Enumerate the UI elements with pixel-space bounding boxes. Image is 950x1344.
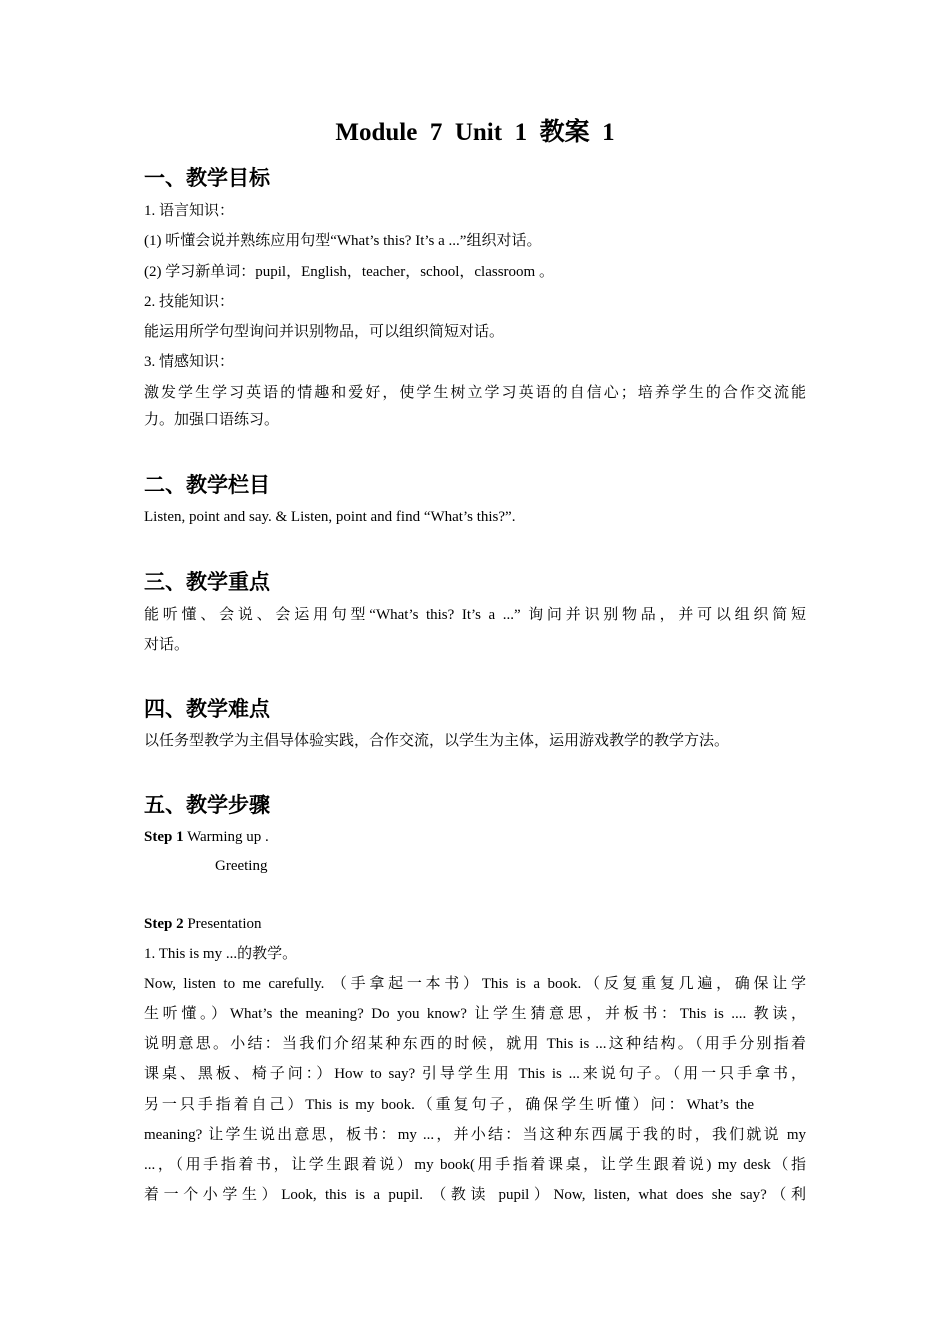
heading-teaching-columns: 二、教学栏目: [144, 473, 270, 497]
step2-paragraph-line-2: 生听懂。）What’s the meaning? Do you know? 让学生猜意思，并板书：This is .... 教读，: [144, 1006, 806, 1022]
step2-item: 1. This is my ...的教学。: [144, 946, 298, 962]
difficulties-text: 以任务型教学为主倡导体验实践，合作交流，以学生为主体，运用游戏教学的教学方法。: [144, 733, 730, 749]
step1-label: Step 1: [144, 829, 184, 845]
step1-sub: Greeting: [215, 858, 268, 874]
step2-paragraph-line-4: 课桌、黑板、椅子问：）How to say? 引导学生用 This is ...来说句子。（用一只手拿书，: [144, 1066, 806, 1082]
step2-paragraph-line-3: 说明意思。小结：当我们介绍某种东西的时候，就用 This is ...这种结构。（用手分别指着: [144, 1036, 806, 1052]
goal-line-7: 激发学生学习英语的情趣和爱好，使学生树立学习英语的自信心；培养学生的合作交流能: [144, 385, 806, 401]
key-points-line-2: 对话。: [144, 637, 190, 653]
goal-line-3: (2) 学习新单词：pupil，English，teacher，school，classroom 。: [144, 264, 554, 280]
step2-paragraph-line-5: 另一只手指着自己）This is my book.（重复句子，确保学生听懂）问：What’s the: [144, 1097, 754, 1113]
document-title: Module 7 Unit 1 教案 1: [335, 119, 615, 146]
step2-line: [144, 909, 806, 939]
step2-paragraph-line-8: 着一个小学生）Look, this is a pupil. （教读 pupil）Now, listen, what does she say?（利: [144, 1187, 806, 1203]
key-points-line-1: 能听懂、会说、会运用句型“What’s this? It’s a ...” 询问并识别物品，并可以组织简短: [144, 607, 806, 623]
step1-title: Warming up .: [183, 829, 269, 845]
step2-paragraph-line-7: ...，（用手指着书，让学生跟着说）my book(用手指着课桌，让学生跟着说) my desk（指: [144, 1157, 806, 1173]
step2-label: Step 2: [144, 916, 184, 932]
heading-teaching-steps: 五、教学步骤: [144, 793, 270, 817]
goal-line-6: 3. 情感知识：: [144, 354, 235, 370]
heading-teaching-goals: 一、教学目标: [144, 166, 270, 190]
columns-text: Listen, point and say. & Listen, point and find “What’s this?”.: [144, 509, 516, 525]
heading-key-points: 三、教学重点: [144, 570, 270, 594]
heading-difficulties: 四、教学难点: [144, 697, 270, 721]
goal-line-4: 2. 技能知识：: [144, 294, 235, 310]
goal-line-2: (1) 听懂会说并熟练应用句型“What’s this? It’s a ...”组织对话。: [144, 233, 542, 249]
goal-line-8: 力。加强口语练习。: [144, 412, 280, 428]
step1-line: [144, 822, 806, 852]
step2-paragraph-line-6: meaning? 让学生说出意思，板书：my ...，并小结：当这种东西属于我的时，我们就说 my: [144, 1127, 806, 1143]
goal-line-5: 能运用所学句型询问并识别物品，可以组织简短对话。: [144, 324, 505, 340]
step2-paragraph-line-1: Now, listen to me carefully. （手拿起一本书）This is a book.（反复重复几遍，确保让学: [144, 976, 806, 992]
step2-title: Presentation: [183, 916, 262, 932]
goal-line-1: 1. 语言知识：: [144, 203, 235, 219]
